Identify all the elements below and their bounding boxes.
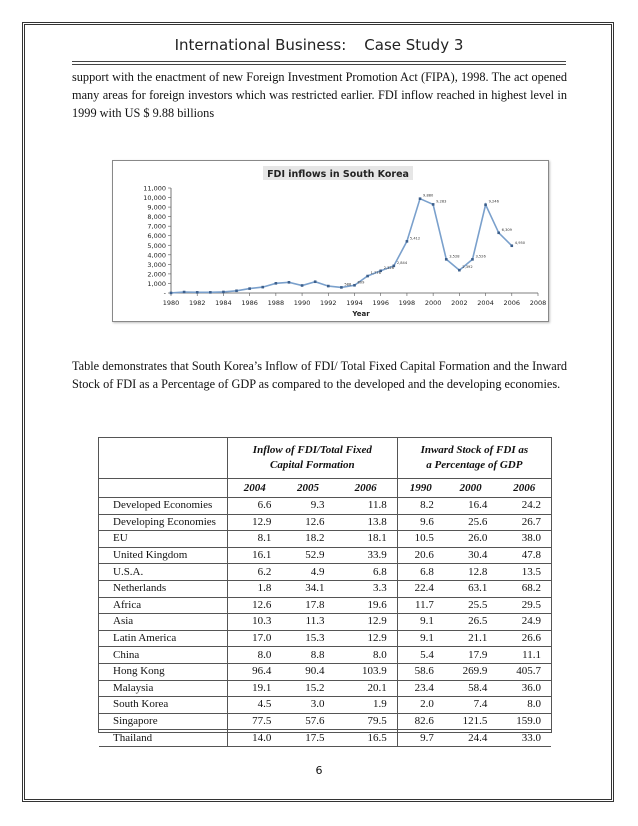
table-row: [99, 614, 551, 631]
year-header: 2006: [335, 479, 398, 498]
value-cell: 9.1: [397, 630, 444, 647]
y-tick-label: 7,000: [147, 222, 166, 231]
x-tick-label: 1992: [320, 299, 337, 307]
value-cell: 63.1: [444, 580, 498, 597]
header-group-inflow: Inflow of FDI/Total Fixed Capital Formation: [228, 438, 398, 479]
value-cell: 17.9: [444, 647, 498, 664]
country-cell: U.S.A.: [99, 564, 228, 581]
value-cell: 3.0: [281, 697, 334, 714]
value-cell: 12.9: [335, 630, 398, 647]
value-cell: 20.6: [397, 547, 444, 564]
value-cell: 24.2: [497, 498, 551, 515]
country-cell: Netherlands: [99, 580, 228, 597]
country-cell: EU: [99, 531, 228, 548]
data-point: [484, 203, 487, 206]
value-cell: 20.1: [335, 680, 398, 697]
y-tick-label: 4,000: [147, 251, 166, 260]
value-cell: 6.6: [228, 498, 282, 515]
data-point: [209, 291, 212, 294]
paragraph-fipa: support with the enactment of new Foreign Investment Promotion Act (FIPA), 1998. The act opened many areas for foreign investors which was restricted earlier. FDI inflow reached in highest level in 1999 with US $ 9.88 billions: [72, 70, 567, 120]
table-row: [99, 580, 551, 597]
value-cell: 19.1: [228, 680, 282, 697]
data-point: [288, 281, 291, 284]
table-row: [99, 514, 551, 531]
paragraph-table-intro: Table demonstrates that South Korea’s Inflow of FDI/ Total Fixed Capital Formation and the Inward Stock of FDI as a Percentage of GDP as compared to the developed and the developing economies.: [72, 359, 567, 391]
header-group-stock: Inward Stock of FDI as a Percentage of GDP: [397, 438, 551, 479]
value-cell: 15.3: [281, 630, 334, 647]
data-point: [248, 287, 251, 290]
value-cell: 13.8: [335, 514, 398, 531]
value-cell: 30.4: [444, 547, 498, 564]
value-cell: 33.0: [497, 730, 551, 747]
data-label: 9,283: [436, 199, 447, 204]
data-point: [235, 289, 238, 292]
data-point: [327, 285, 330, 288]
value-cell: 12.6: [281, 514, 334, 531]
value-cell: 2.0: [397, 697, 444, 714]
y-tick-label: 9,000: [147, 203, 166, 212]
data-point: [196, 291, 199, 294]
value-cell: 10.5: [397, 531, 444, 548]
header-title-left: International Business:: [174, 36, 347, 54]
data-point: [222, 291, 225, 294]
value-cell: 14.0: [228, 730, 282, 747]
value-cell: 9.1: [397, 614, 444, 631]
value-cell: 77.5: [228, 713, 282, 730]
data-label: 2,392: [462, 265, 473, 270]
country-cell: Malaysia: [99, 680, 228, 697]
x-tick-label: 2004: [477, 299, 494, 307]
country-cell: Thailand: [99, 730, 228, 747]
value-cell: 18.1: [335, 531, 398, 548]
value-cell: 21.1: [444, 630, 498, 647]
table-row: [99, 498, 551, 515]
table-row: [99, 680, 551, 697]
value-cell: 13.5: [497, 564, 551, 581]
value-cell: 29.5: [497, 597, 551, 614]
value-cell: 68.2: [497, 580, 551, 597]
value-cell: 17.5: [281, 730, 334, 747]
x-tick-label: 2002: [451, 299, 468, 307]
value-cell: 19.6: [335, 597, 398, 614]
y-tick-label: 8,000: [147, 213, 166, 222]
value-cell: 12.9: [335, 614, 398, 631]
value-cell: 8.0: [228, 647, 282, 664]
value-cell: 9.7: [397, 730, 444, 747]
value-cell: 405.7: [497, 663, 551, 680]
country-cell: Latin America: [99, 630, 228, 647]
header-title-right: Case Study 3: [364, 36, 464, 54]
data-point: [340, 286, 343, 289]
country-cell: South Korea: [99, 697, 228, 714]
table-row: [99, 630, 551, 647]
table-row: [99, 531, 551, 548]
data-label: 5,412: [409, 236, 421, 241]
table-row: [99, 713, 551, 730]
data-label: 809: [357, 280, 365, 285]
table-row: [99, 697, 551, 714]
value-cell: 36.0: [497, 680, 551, 697]
value-cell: 26.6: [497, 630, 551, 647]
page-header: [0, 36, 638, 54]
x-tick-label: 1998: [398, 299, 416, 307]
data-point: [510, 244, 513, 247]
value-cell: 26.7: [497, 514, 551, 531]
x-tick-label: 1996: [372, 299, 389, 307]
value-cell: 12.6: [228, 597, 282, 614]
country-cell: Singapore: [99, 713, 228, 730]
value-cell: 103.9: [335, 663, 398, 680]
data-label: 588: [344, 282, 352, 287]
chart-title: FDI inflows in South Korea: [267, 169, 409, 180]
table-row: [99, 564, 551, 581]
value-cell: 3.3: [335, 580, 398, 597]
y-tick-label: -: [163, 289, 166, 298]
data-point: [183, 291, 186, 294]
year-header: 1990: [397, 479, 444, 498]
country-cell: Developing Economies: [99, 514, 228, 531]
data-label: 3,528: [449, 254, 460, 259]
x-tick-label: 2008: [529, 299, 547, 307]
fdi-table: [98, 437, 552, 744]
country-cell: Hong Kong: [99, 663, 228, 680]
data-label: 4,950: [514, 240, 526, 245]
value-cell: 52.9: [281, 547, 334, 564]
value-cell: 26.0: [444, 531, 498, 548]
data-point: [353, 284, 356, 287]
value-cell: 11.1: [497, 647, 551, 664]
data-point: [314, 280, 317, 283]
x-axis-label: Year: [352, 310, 370, 318]
x-tick-label: 1986: [241, 299, 258, 307]
data-point: [471, 258, 474, 261]
value-cell: 269.9: [444, 663, 498, 680]
value-cell: 17.8: [281, 597, 334, 614]
value-cell: 6.8: [397, 564, 444, 581]
x-tick-label: 2006: [503, 299, 521, 307]
value-cell: 25.6: [444, 514, 498, 531]
value-cell: 90.4: [281, 663, 334, 680]
value-cell: 47.8: [497, 547, 551, 564]
data-label: 1,776: [370, 271, 381, 276]
country-cell: Developed Economies: [99, 498, 228, 515]
x-tick-label: 1982: [188, 299, 206, 307]
data-point: [301, 284, 304, 287]
value-cell: 17.0: [228, 630, 282, 647]
series-line: [171, 199, 512, 293]
y-tick-label: 3,000: [147, 260, 166, 269]
year-header: 2004: [228, 479, 282, 498]
y-tick-label: 2,000: [147, 270, 166, 279]
value-cell: 96.4: [228, 663, 282, 680]
x-tick-label: 1988: [267, 299, 285, 307]
x-tick-label: 1980: [162, 299, 180, 307]
value-cell: 11.8: [335, 498, 398, 515]
table-row: [99, 663, 551, 680]
fdi-chart-svg: [113, 161, 548, 321]
data-label: 6,309: [501, 227, 512, 232]
value-cell: 33.9: [335, 547, 398, 564]
value-cell: 6.8: [335, 564, 398, 581]
value-cell: 18.2: [281, 531, 334, 548]
value-cell: 15.2: [281, 680, 334, 697]
data-label: 3,526: [475, 254, 486, 259]
data-point: [458, 269, 461, 272]
y-tick-label: 6,000: [147, 232, 166, 241]
table-row: [99, 547, 551, 564]
value-cell: 16.5: [335, 730, 398, 747]
value-cell: 38.0: [497, 531, 551, 548]
value-cell: 11.7: [397, 597, 444, 614]
country-cell: Asia: [99, 614, 228, 631]
header-rule: [72, 61, 566, 65]
value-cell: 121.5: [444, 713, 498, 730]
year-header: 2006: [497, 479, 551, 498]
data-point: [419, 197, 422, 200]
data-point: [366, 275, 369, 278]
value-cell: 24.4: [444, 730, 498, 747]
value-cell: 4.9: [281, 564, 334, 581]
data-label: 2,326: [383, 265, 395, 270]
data-point: [261, 286, 264, 289]
value-cell: 11.3: [281, 614, 334, 631]
value-cell: 8.0: [335, 647, 398, 664]
value-cell: 24.9: [497, 614, 551, 631]
value-cell: 8.8: [281, 647, 334, 664]
value-cell: 7.4: [444, 697, 498, 714]
value-cell: 23.4: [397, 680, 444, 697]
data-point: [497, 231, 500, 234]
value-cell: 159.0: [497, 713, 551, 730]
value-cell: 8.0: [497, 697, 551, 714]
value-cell: 8.2: [397, 498, 444, 515]
value-cell: 12.8: [444, 564, 498, 581]
value-cell: 16.1: [228, 547, 282, 564]
value-cell: 57.6: [281, 713, 334, 730]
table-row: [99, 597, 551, 614]
data-point: [275, 282, 278, 285]
page-number: 6: [315, 764, 323, 777]
value-cell: 12.9: [228, 514, 282, 531]
country-cell: United Kingdom: [99, 547, 228, 564]
value-cell: 8.1: [228, 531, 282, 548]
value-cell: 9.3: [281, 498, 334, 515]
data-point: [170, 292, 173, 295]
data-point: [432, 203, 435, 206]
y-tick-label: 1,000: [147, 279, 166, 288]
value-cell: 58.4: [444, 680, 498, 697]
y-tick-label: 11,000: [143, 184, 166, 193]
table-row: [99, 647, 551, 664]
value-cell: 82.6: [397, 713, 444, 730]
year-header: 2000: [444, 479, 498, 498]
x-tick-label: 1990: [293, 299, 311, 307]
value-cell: 1.9: [335, 697, 398, 714]
x-tick-label: 1994: [346, 299, 363, 307]
value-cell: 22.4: [397, 580, 444, 597]
value-cell: 58.6: [397, 663, 444, 680]
year-header: 2005: [281, 479, 334, 498]
x-tick-label: 1984: [215, 299, 232, 307]
x-tick-label: 2000: [424, 299, 442, 307]
value-cell: 5.4: [397, 647, 444, 664]
country-cell: China: [99, 647, 228, 664]
y-tick-label: 10,000: [143, 194, 166, 203]
table-row: [99, 730, 551, 747]
value-cell: 25.5: [444, 597, 498, 614]
value-cell: 26.5: [444, 614, 498, 631]
data-label: 2,844: [396, 260, 408, 265]
value-cell: 4.5: [228, 697, 282, 714]
value-cell: 10.3: [228, 614, 282, 631]
data-label: 9,246: [488, 199, 499, 204]
value-cell: 34.1: [281, 580, 334, 597]
data-point: [406, 240, 409, 243]
value-cell: 1.8: [228, 580, 282, 597]
value-cell: 16.4: [444, 498, 498, 515]
value-cell: 6.2: [228, 564, 282, 581]
country-cell: Africa: [99, 597, 228, 614]
y-tick-label: 5,000: [147, 241, 166, 250]
data-label: 9,880: [423, 193, 434, 198]
value-cell: 9.6: [397, 514, 444, 531]
value-cell: 79.5: [335, 713, 398, 730]
data-point: [445, 258, 448, 261]
fdi-chart: [112, 160, 549, 322]
